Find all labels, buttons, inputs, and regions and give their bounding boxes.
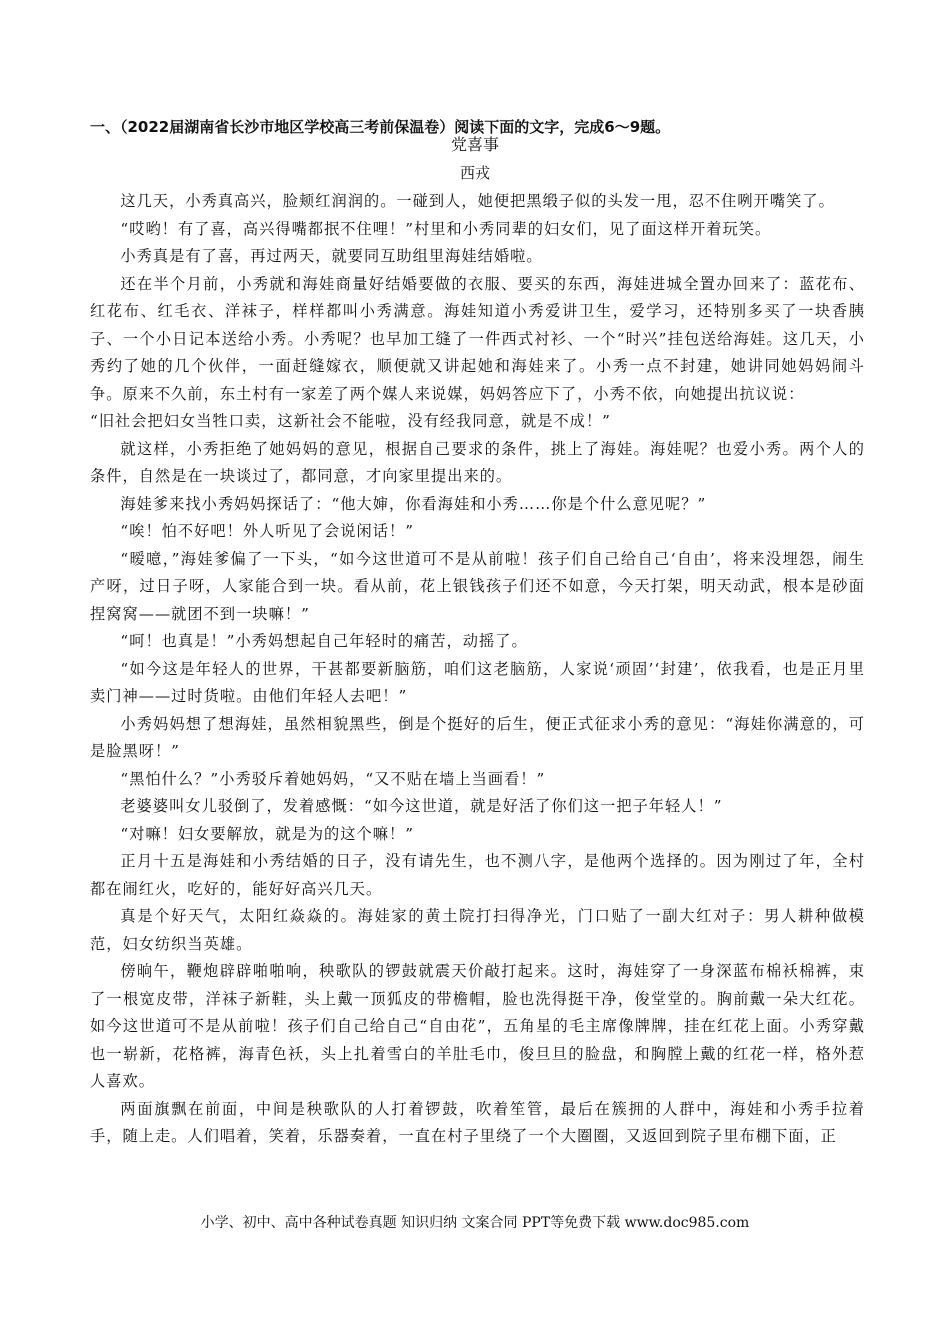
paragraph: “对嘛！妇女要解放，就是为的这个嘛！” bbox=[120, 824, 415, 843]
paragraph: 海娃爹来找小秀妈妈探话了：“他大婶，你看海娃和小秀……你是个什么意见呢？” bbox=[120, 494, 707, 513]
paragraph: 两面旗飘在前面，中间是秧歌队的人打着锣鼓，吹着笙管，最后在簇拥的人群中，海娃和小秀手拉着手，随上走。人们唱着，笑着，乐器奏着，一直在村子里绕了一个大圈圈，又返回到院子里布棚下面，正 bbox=[90, 1099, 865, 1145]
story-body bbox=[90, 188, 865, 1151]
paragraph: “暧噫，”海娃爹偏了一下头，“如今这世道可不是从前啦！孩子们自己给自己‘自由’，将来没埋怨，闹生产呀，过日子呀，人家能合到一块。看从前，花上银钱孩子们还不如意，今天打架，明天动武，根本是砂面捏窝窝——就团不到一块嘛！” bbox=[90, 549, 865, 623]
paragraph: “黑怕什么？”小秀驳斥着她妈妈，“又不贴在墙上当画看！” bbox=[120, 769, 546, 788]
paragraph: 这几天，小秀真高兴，脸颊红润润的。一碰到人，她便把黑缎子似的头发一甩，忍不住咧开嘴笑了。 bbox=[120, 192, 835, 210]
paragraph: 傍晌午，鞭炮辟辟啪啪响，秧歌队的锣鼓就震天价敲打起来。这时，海娃穿了一身深蓝布棉袄棉裤，束了一根宽皮带，洋袜子新鞋，头上戴一顶狐皮的带檐帽，脸也洗得挺干净，俊堂堂的。胸前戴一朵大红花。如今这世道可不是从前啦！孩子们自己给自己“自由花”，五角星的毛主席像牌牌，挂在红花上面。小秀穿戴也一崭新，花格裤，海青色袄，头上扎着雪白的羊肚毛巾，俊旦旦的脸盘，和胸膛上戴的红花一样，格外惹人喜欢。 bbox=[90, 962, 865, 1090]
paragraph: 正月十五是海娃和小秀结婚的日子，没有请先生，也不测八字，是他两个选择的。因为刚过了年，全村都在闹红火，吃好的，能好好高兴几天。 bbox=[90, 852, 865, 898]
paragraph: 老婆婆叫女儿驳倒了，发着感慨：“如今这世道，就是好活了你们这一把子年轻人！” bbox=[120, 797, 723, 815]
paragraph: “呵！也真是！”小秀妈想起自己年轻时的痛苦，动摇了。 bbox=[120, 632, 528, 650]
paragraph: “旧社会把妇女当牲口卖，这新社会不能啦，没有经我同意，就是不成！” bbox=[90, 412, 611, 430]
story-author: 西戎 bbox=[459, 164, 490, 182]
story-title: 党喜事 bbox=[450, 135, 499, 154]
paragraph: 就这样，小秀拒绝了她妈妈的意见，根据自己要求的条件，挑上了海娃。海娃呢？也爱小秀。两个人的条件，自然是在一块谈过了，都同意，才向家里提出来的。 bbox=[90, 439, 865, 485]
page-footer: 小学、初中、高中各种试卷真题 知识归纳 文案合同 PPT等免费下载 www.doc985.com bbox=[200, 1215, 750, 1231]
paragraph: “唉！怕不好吧！外人听见了会说闲话！” bbox=[120, 522, 415, 540]
paragraph: 真是个好天气，太阳红焱焱的。海娃家的黄土院打扫得净光，门口贴了一副大红对子：男人耕种做模范，妇女纺织当英雄。 bbox=[90, 907, 865, 953]
paragraph: 小秀妈妈想了想海娃，虽然相貌黑些，倒是个挺好的后生，便正式征求小秀的意见：“海娃你满意的，可是脸黑呀！” bbox=[90, 714, 865, 760]
paragraph: 还在半个月前，小秀就和海娃商量好结婚要做的衣服、要买的东西，海娃进城全置办回来了：蓝花布、红花布、红毛衣、洋袜子，样样都叫小秀满意。海娃知道小秀爱讲卫生，爱学习，还特别多买了一块香胰子、一个小日记本送给小秀。小秀呢？也早加工缝了一件西式衬衫、一个“时兴”挂包送给海娃。这几天，小秀约了她的几个伙伴，一面赶缝嫁衣，顺便就又讲起她和海娃来了。小秀一点不封建，她讲同她妈妈闹斗争。原来不久前，东土村有一家差了两个媒人来说媒，妈妈答应下了，小秀不依，向她提出抗议说： bbox=[90, 274, 865, 403]
question-heading: 一、（2022届湖南省长沙市地区学校高三考前保温卷）阅读下面的文字，完成6～9题。 bbox=[90, 118, 671, 136]
paragraph: 小秀真是有了喜，再过两天，就要同互助组里海娃结婚啦。 bbox=[120, 247, 543, 265]
paragraph: “如今这是年轻人的世界，干甚都要新脑筋，咱们这老脑筋，人家说‘顽固’‘封建’，依我看，也是正月里卖门神——过时货啦。由他们年轻人去吧！” bbox=[90, 659, 865, 705]
paragraph: “哎哟！有了喜，高兴得嘴都抿不住哩！”村里和小秀同辈的妇女们，见了面这样开着玩笑。 bbox=[120, 219, 772, 238]
